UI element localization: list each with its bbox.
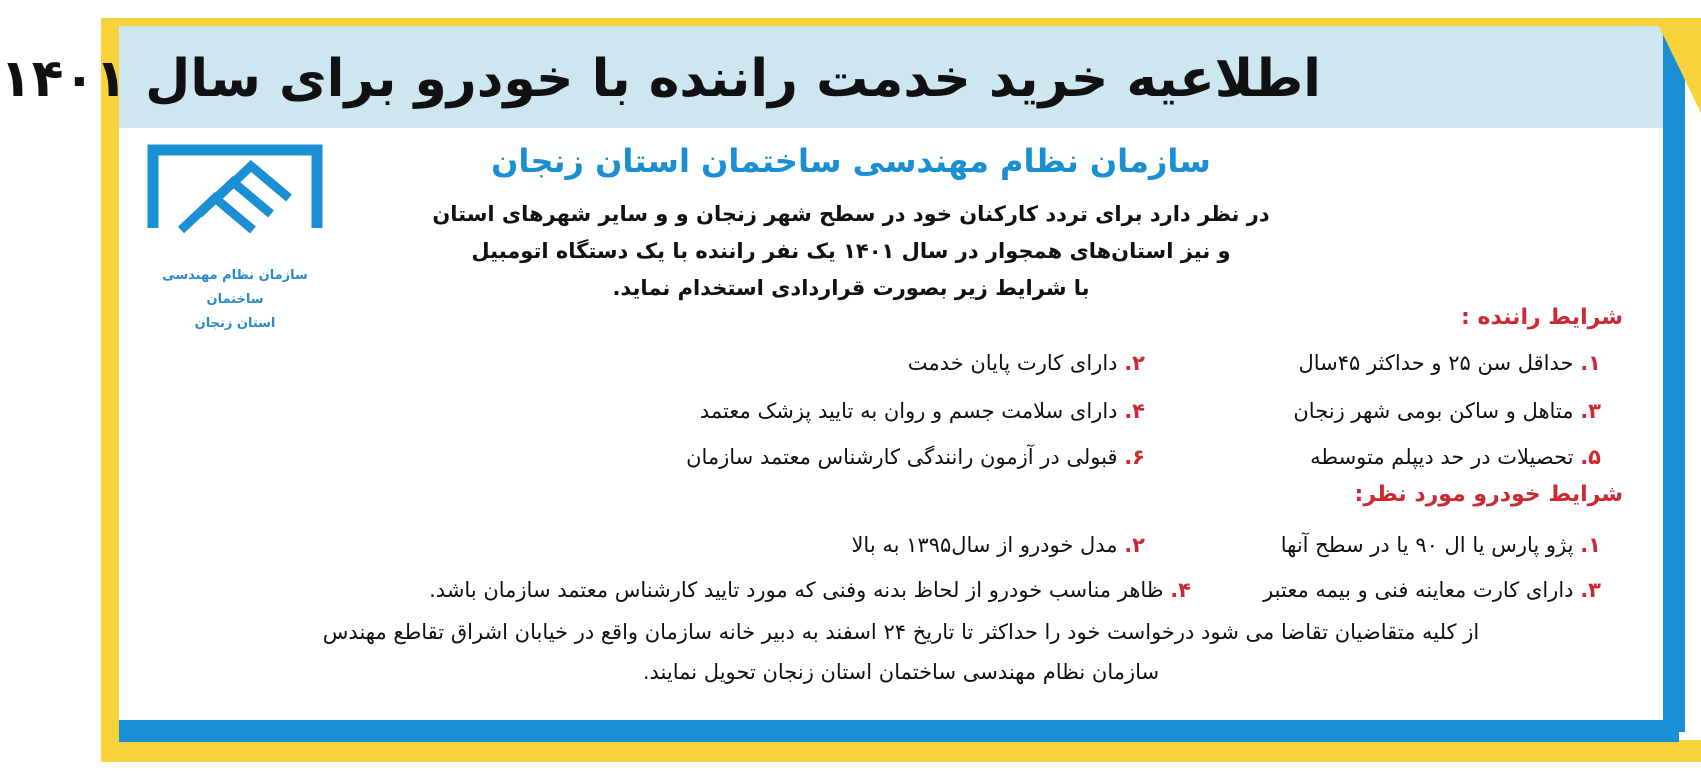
driver-condition-item — [700, 396, 1145, 426]
closing-paragraph — [181, 612, 1621, 692]
item-text: تحصیلات در حد دیپلم متوسطه — [1310, 445, 1581, 469]
item-number: ۱. — [1580, 351, 1601, 375]
car-condition-item — [851, 530, 1145, 560]
frame-yellow-bottom — [101, 740, 1701, 762]
frame-blue-bottom — [119, 720, 1679, 742]
item-number: ۴. — [1170, 578, 1191, 602]
item-number: ۲. — [1124, 533, 1145, 557]
item-text: دارای کارت پایان خدمت — [907, 351, 1125, 375]
frame-yellow-left — [101, 18, 119, 758]
item-number: ۶. — [1124, 445, 1145, 469]
logo-caption — [135, 264, 335, 336]
car-condition-item — [429, 575, 1191, 605]
main-title: اطلاعیه خرید خدمت راننده با خودرو برای سال ۱۴۰۱ — [0, 49, 1321, 109]
item-number: ۱. — [1580, 533, 1601, 557]
frame-blue-right — [1663, 26, 1685, 732]
item-number: ۵. — [1580, 445, 1601, 469]
car-conditions-heading: شرایط خودرو مورد نظر: — [1354, 482, 1623, 507]
driver-condition-item — [686, 442, 1145, 472]
item-text: قبولی در آزمون رانندگی کارشناس معتمد سازمان — [686, 445, 1125, 469]
item-text: متاهل و ساکن بومی شهر زنجان — [1293, 399, 1581, 423]
driver-condition-item — [1298, 348, 1601, 378]
item-text: مدل خودرو از سال۱۳۹۵ به بالا — [851, 533, 1125, 557]
logo-caption-line1: سازمان نظام مهندسی ساختمان — [162, 268, 308, 307]
frame-corner-wedge — [1655, 18, 1701, 113]
item-number: ۲. — [1124, 351, 1145, 375]
car-condition-item — [1281, 530, 1601, 560]
item-text: پژو پارس یا ال ۹۰ یا در سطح آنها — [1280, 533, 1581, 557]
driver-condition-item — [908, 348, 1145, 378]
intro-paragraph — [381, 196, 1321, 307]
intro-line: در نظر دارد برای تردد کارکنان خود در سطح شهر زنجان و و سایر شهرهای استان — [432, 202, 1270, 226]
item-text: دارای کارت معاینه فنی و بیمه معتبر — [1263, 578, 1581, 602]
closing-line: از کلیه متقاضیان تقاضا می شود درخواست خود را حداکثر تا تاریخ ۲۴ اسفند به دبیر خانه سازمان واقع در خیابان اشراق تقاطع مهندس — [322, 620, 1480, 644]
car-condition-item — [1263, 575, 1601, 605]
item-number: ۳. — [1580, 399, 1601, 423]
building-roof-logo-icon — [145, 144, 325, 254]
organization-name: سازمان نظام مهندسی ساختمان استان زنجان — [491, 142, 1211, 180]
driver-condition-item — [1293, 396, 1601, 426]
driver-condition-item — [1310, 442, 1601, 472]
item-number: ۳. — [1580, 578, 1601, 602]
logo-caption-line2: استان زنجان — [194, 316, 276, 331]
intro-line: و نیز استان‌های همجوار در سال ۱۴۰۱ یک نفر راننده با یک دستگاه اتومبیل — [471, 239, 1231, 263]
organization-logo — [135, 144, 335, 331]
item-text: حداقل سن ۲۵ و حداکثر ۴۵سال — [1298, 351, 1581, 375]
item-text: ظاهر مناسب خودرو از لحاظ بدنه وفنی که مورد تایید کارشناس معتمد سازمان باشد. — [429, 578, 1171, 602]
driver-conditions-heading: شرایط راننده : — [1461, 305, 1623, 330]
intro-line: با شرایط زیر بصورت قراردادی استخدام نماید. — [612, 276, 1090, 300]
item-number: ۴. — [1124, 399, 1145, 423]
closing-line: سازمان نظام مهندسی ساختمان استان زنجان تحویل نمایند. — [642, 660, 1160, 684]
item-text: دارای سلامت جسم و روان به تایید پزشک معتمد — [699, 399, 1125, 423]
